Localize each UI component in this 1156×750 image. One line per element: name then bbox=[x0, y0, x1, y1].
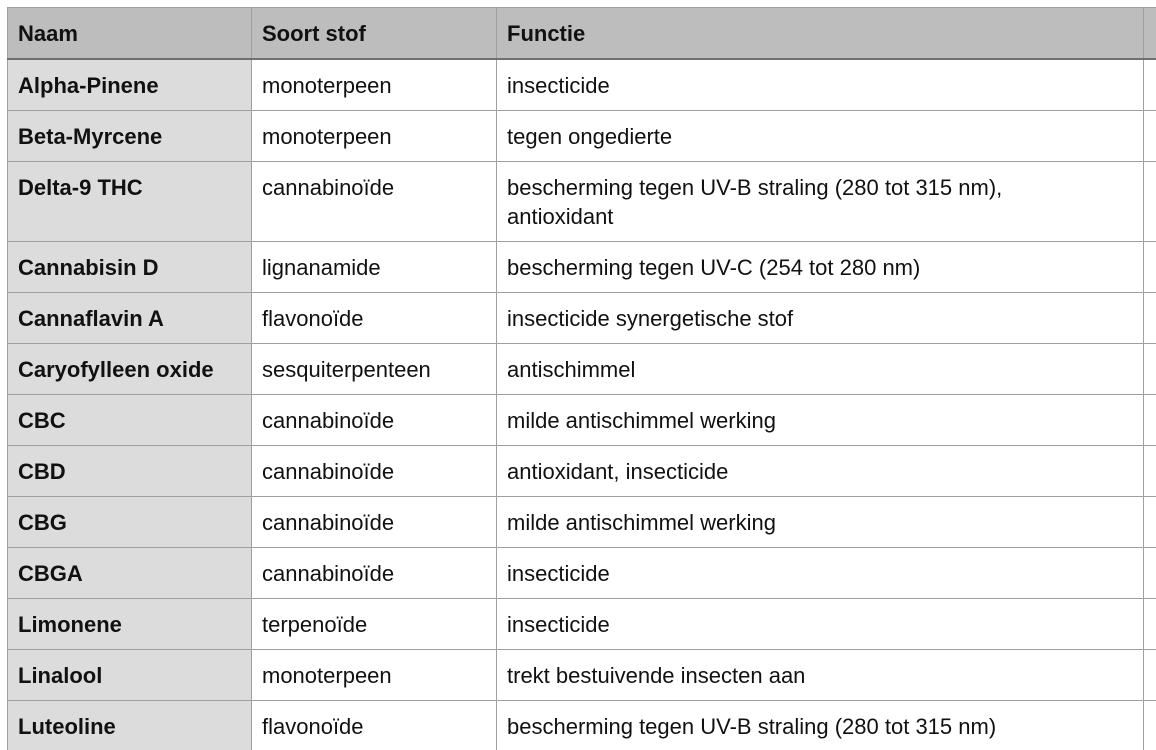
empty-cell[interactable] bbox=[1144, 548, 1156, 599]
cell-function[interactable]: milde antischimmel werking bbox=[497, 395, 1144, 446]
cell-type[interactable]: monoterpeen bbox=[252, 650, 497, 701]
cell-function[interactable]: antioxidant, insecticide bbox=[497, 446, 1144, 497]
header-empty-cell[interactable] bbox=[1144, 8, 1156, 60]
table-row bbox=[8, 497, 1156, 548]
cell-type[interactable]: lignanamide bbox=[252, 242, 497, 293]
cell-type[interactable]: monoterpeen bbox=[252, 111, 497, 162]
cell-name[interactable]: CBGA bbox=[8, 548, 252, 599]
cell-type[interactable]: flavonoïde bbox=[252, 701, 497, 750]
empty-cell[interactable] bbox=[1144, 242, 1156, 293]
table-row bbox=[8, 242, 1156, 293]
cell-function-line-1: bescherming tegen UV-B straling (280 tot 315 nm), bbox=[507, 175, 1003, 200]
empty-cell[interactable] bbox=[1144, 497, 1156, 548]
empty-cell[interactable] bbox=[1144, 344, 1156, 395]
cell-name[interactable]: Cannabisin D bbox=[8, 242, 252, 293]
table-row bbox=[8, 446, 1156, 497]
cell-name[interactable]: Caryofylleen oxide bbox=[8, 344, 252, 395]
header-type[interactable]: Soort stof bbox=[252, 8, 497, 60]
table-row bbox=[8, 650, 1156, 701]
table-row bbox=[8, 344, 1156, 395]
empty-cell[interactable] bbox=[1144, 599, 1156, 650]
cell-type[interactable]: terpenoïde bbox=[252, 599, 497, 650]
cell-name[interactable]: Cannaflavin A bbox=[8, 293, 252, 344]
table-row bbox=[8, 701, 1156, 750]
cell-function[interactable]: antischimmel bbox=[497, 344, 1144, 395]
cell-name[interactable]: CBD bbox=[8, 446, 252, 497]
cell-type[interactable]: cannabinoïde bbox=[252, 162, 497, 242]
table-row bbox=[8, 548, 1156, 599]
empty-cell[interactable] bbox=[1144, 111, 1156, 162]
cell-function[interactable]: tegen ongedierte bbox=[497, 111, 1144, 162]
header-row bbox=[8, 8, 1156, 60]
empty-cell[interactable] bbox=[1144, 701, 1156, 750]
table-row bbox=[8, 162, 1156, 242]
cell-name[interactable]: CBC bbox=[8, 395, 252, 446]
cell-function-line-2: antioxidant bbox=[507, 204, 614, 229]
table-row bbox=[8, 395, 1156, 446]
cell-type[interactable]: sesquiterpenteen bbox=[252, 344, 497, 395]
cell-name[interactable]: Linalool bbox=[8, 650, 252, 701]
cell-function[interactable]: insecticide bbox=[497, 59, 1144, 111]
cell-type[interactable]: cannabinoïde bbox=[252, 548, 497, 599]
cell-name[interactable]: Limonene bbox=[8, 599, 252, 650]
cell-name[interactable]: CBG bbox=[8, 497, 252, 548]
substances-table bbox=[7, 7, 1156, 750]
cell-type[interactable]: cannabinoïde bbox=[252, 395, 497, 446]
cell-name[interactable]: Alpha-Pinene bbox=[8, 59, 252, 111]
empty-cell[interactable] bbox=[1144, 650, 1156, 701]
table-row bbox=[8, 111, 1156, 162]
empty-cell[interactable] bbox=[1144, 293, 1156, 344]
cell-name[interactable]: Delta-9 THC bbox=[8, 162, 252, 242]
cell-name[interactable]: Beta-Myrcene bbox=[8, 111, 252, 162]
table-row bbox=[8, 59, 1156, 111]
empty-cell[interactable] bbox=[1144, 59, 1156, 111]
cell-function[interactable] bbox=[497, 162, 1144, 242]
empty-cell[interactable] bbox=[1144, 395, 1156, 446]
cell-function[interactable]: milde antischimmel werking bbox=[497, 497, 1144, 548]
table-row bbox=[8, 293, 1156, 344]
table-row bbox=[8, 599, 1156, 650]
cell-type[interactable]: cannabinoïde bbox=[252, 446, 497, 497]
header-name[interactable]: Naam bbox=[8, 8, 252, 60]
cell-type[interactable]: flavonoïde bbox=[252, 293, 497, 344]
cell-function[interactable]: insecticide bbox=[497, 548, 1144, 599]
cell-type[interactable]: cannabinoïde bbox=[252, 497, 497, 548]
empty-cell[interactable] bbox=[1144, 162, 1156, 242]
cell-function[interactable]: insecticide bbox=[497, 599, 1144, 650]
header-function[interactable]: Functie bbox=[497, 8, 1144, 60]
cell-name[interactable]: Luteoline bbox=[8, 701, 252, 750]
empty-cell[interactable] bbox=[1144, 446, 1156, 497]
cell-function[interactable]: bescherming tegen UV-B straling (280 tot 315 nm) bbox=[497, 701, 1144, 750]
cell-type[interactable]: monoterpeen bbox=[252, 59, 497, 111]
cell-function[interactable]: bescherming tegen UV-C (254 tot 280 nm) bbox=[497, 242, 1144, 293]
cell-function[interactable]: insecticide synergetische stof bbox=[497, 293, 1144, 344]
cell-function[interactable]: trekt bestuivende insecten aan bbox=[497, 650, 1144, 701]
